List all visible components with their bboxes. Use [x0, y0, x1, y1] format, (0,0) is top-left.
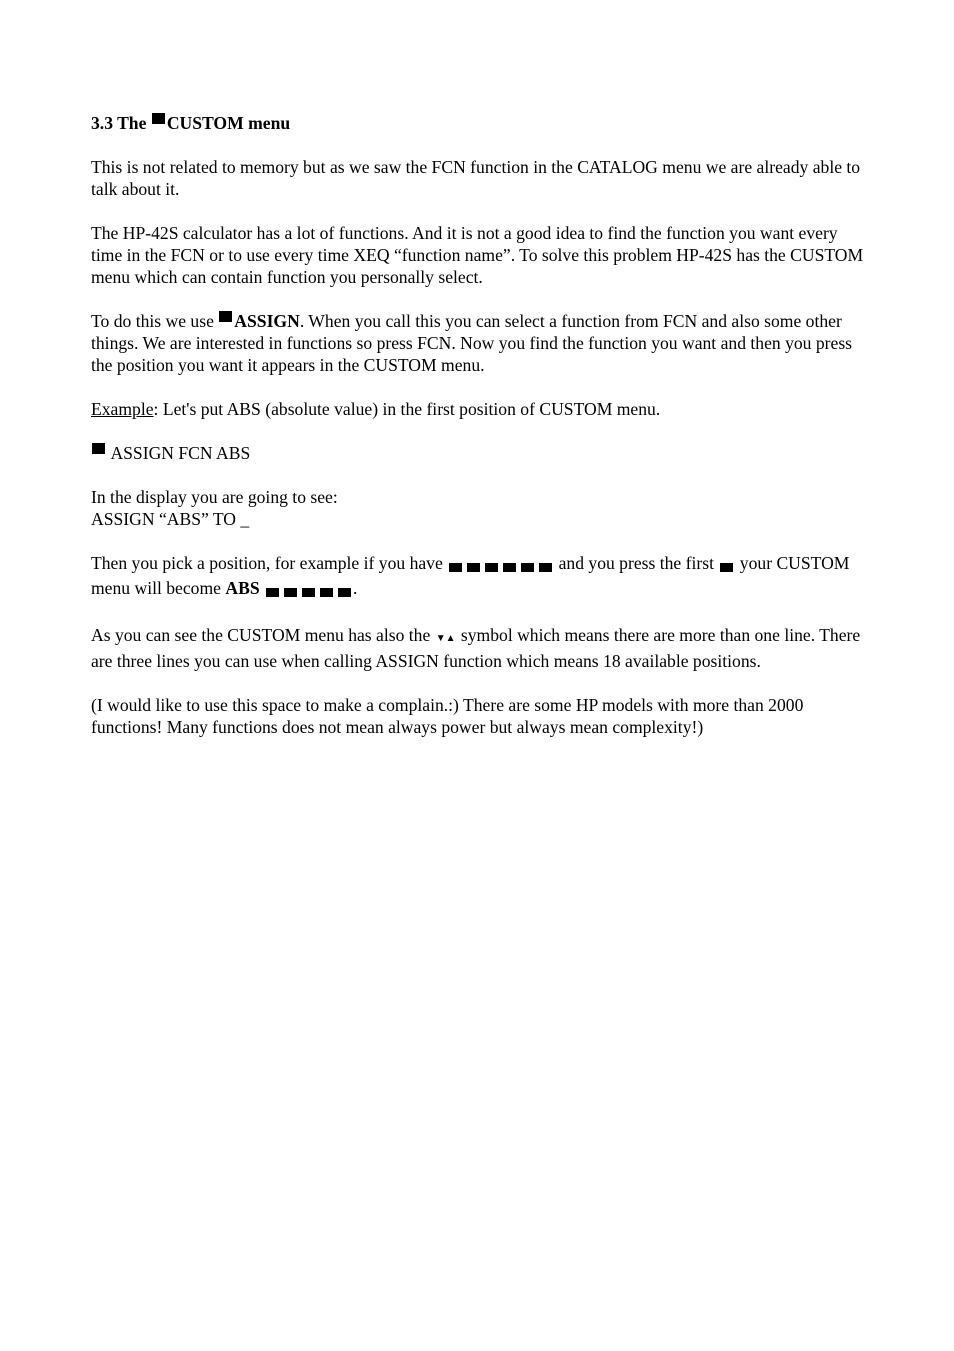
arrows-text-after: symbol which means there are more than one line. There are three lines you can use when calling ASSIGN function which means 18 available positions.	[91, 625, 861, 671]
paragraph-assign	[91, 310, 871, 376]
abs-label: ABS	[225, 578, 260, 598]
paragraph-functions: The HP-42S calculator has a lot of functions. And it is not a good idea to find the function you want every time in the FCN or to use every time XEQ “function name”. To solve this problem HP-42S has the CUSTOM menu which can contain function you personally select.	[91, 223, 864, 287]
section-heading	[91, 112, 871, 134]
position-part1: Then you pick a position, for example if you have	[91, 553, 443, 573]
keys-line	[91, 442, 871, 464]
shift-key-icon	[92, 443, 105, 454]
document-page	[91, 112, 871, 760]
example-label: Example	[91, 399, 154, 419]
menu-softkey-icon	[467, 563, 480, 572]
six-softkeys	[449, 555, 552, 577]
menu-softkey-icon	[539, 563, 552, 572]
menu-softkey-icon	[320, 588, 333, 597]
arrows-text-before: As you can see the CUSTOM menu has also the	[91, 625, 431, 645]
menu-softkey-icon	[521, 563, 534, 572]
position-part3: your CUSTOM menu will become	[91, 553, 850, 598]
paragraph-arrows	[91, 624, 871, 672]
paragraph-position	[91, 552, 871, 602]
menu-softkey-icon	[266, 588, 279, 597]
menu-softkey-icon	[503, 563, 516, 572]
heading-prefix: 3.3 The	[91, 113, 147, 133]
heading-suffix: CUSTOM menu	[166, 113, 291, 133]
position-part2: and you press the first	[558, 553, 714, 573]
menu-softkey-icon	[302, 588, 315, 597]
position-end: .	[353, 578, 358, 598]
paragraph-example	[91, 398, 871, 420]
display-text: ASSIGN “ABS” TO _	[91, 509, 250, 529]
up-down-arrows-icon: ▼▲	[435, 633, 456, 644]
paragraph-intro: This is not related to memory but as we saw the FCN function in the CATALOG menu we are already able to talk about it.	[91, 157, 861, 199]
five-softkeys	[266, 580, 351, 602]
paragraph-complain: (I would like to use this space to make a complain.:) There are some HP models with more than 2000 functions! Many functions does not mean always power but always mean complexity!)	[91, 695, 804, 737]
paragraph-display	[91, 486, 871, 530]
display-intro: In the display you are going to see:	[91, 487, 338, 507]
example-text: : Let's put ABS (absolute value) in the first position of CUSTOM menu.	[153, 399, 661, 419]
menu-softkey-icon	[485, 563, 498, 572]
menu-softkey-icon	[338, 588, 351, 597]
shift-key-icon	[152, 113, 165, 124]
assign-text-after: . When you call this you can select a function from FCN and also some other things. We are interested in functions so press FCN. Now you find the function you want and then you press the position you want it appears in the CUSTOM menu.	[91, 311, 853, 375]
menu-softkey-icon	[720, 563, 733, 572]
menu-softkey-icon	[449, 563, 462, 572]
assign-text-before: To do this we use	[91, 311, 214, 331]
menu-softkey-icon	[284, 588, 297, 597]
assign-keyword: ASSIGN	[234, 311, 300, 331]
keys-sequence: ASSIGN FCN ABS	[110, 443, 251, 463]
shift-key-icon	[219, 311, 232, 322]
one-softkey	[720, 555, 733, 577]
